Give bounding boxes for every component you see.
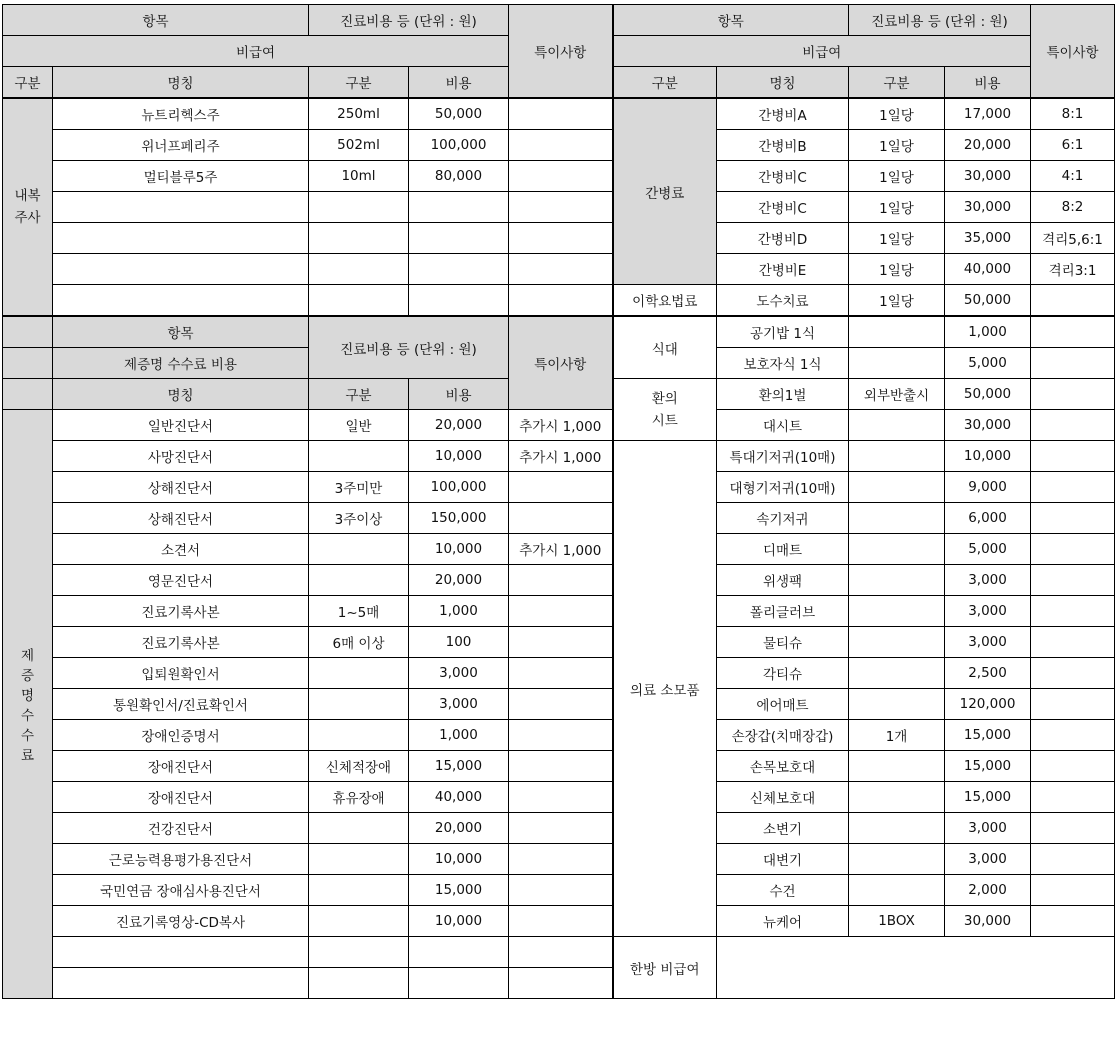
cert-price: 20,000 [409,410,509,441]
cert-price: 10,000 [409,844,509,875]
cert-spec [309,565,409,596]
supply-note [1031,503,1115,534]
supply-note [1031,534,1115,565]
injection-price [409,285,509,317]
injection-name: 멀티블루5주 [53,161,309,192]
left-header-cost: 진료비용 등 (단위 : 원) [309,5,509,36]
cert-header-category: 구분 [309,379,409,410]
left-header-noncovered: 비급여 [3,36,509,67]
cert-name: 소견서 [53,534,309,565]
supply-name: 대변기 [717,844,849,875]
cert-price: 10,000 [409,441,509,472]
supply-spec [849,627,945,658]
cert-note: 추가시 1,000 [509,441,613,472]
fee-schedule-sheet [2,4,1115,999]
physio-group-label: 이학요법료 [613,285,717,317]
supply-name: 속기저귀 [717,503,849,534]
physio-note [1031,285,1115,317]
supply-price: 3,000 [945,596,1031,627]
herbal-empty-area [717,937,1115,999]
supply-name: 각티슈 [717,658,849,689]
left-header-category: 구분 [3,67,53,99]
supply-spec [849,534,945,565]
cert-name: 사망진단서 [53,441,309,472]
supply-name: 수건 [717,875,849,906]
left-header-category-2: 구분 [309,67,409,99]
cert-name: 장애진단서 [53,782,309,813]
cert-price: 15,000 [409,875,509,906]
cert-name: 국민연금 장애심사용진단서 [53,875,309,906]
supply-name: 대형기저귀(10매) [717,472,849,503]
cert-name: 진료기록사본 [53,596,309,627]
supply-note [1031,751,1115,782]
injection-price [409,223,509,254]
nursing-spec: 1일당 [849,161,945,192]
supply-name: 특대기저귀(10매) [717,441,849,472]
supplies-group-label: 의료 소모품 [613,441,717,937]
nursing-price: 40,000 [945,254,1031,285]
injection-note [509,192,613,223]
nursing-note: 6:1 [1031,130,1115,161]
nursing-price: 20,000 [945,130,1031,161]
cert-name [53,968,309,999]
cert-price: 10,000 [409,906,509,937]
cert-header-name: 명칭 [53,379,309,410]
cert-name [53,937,309,968]
cert-note [509,689,613,720]
supply-note [1031,720,1115,751]
cert-price: 20,000 [409,813,509,844]
supply-price: 120,000 [945,689,1031,720]
cert-note [509,627,613,658]
injection-name [53,285,309,317]
cert-spec [309,720,409,751]
cert-note [509,906,613,937]
supply-name: 에어매트 [717,689,849,720]
right-header-noncovered: 비급여 [613,36,1031,67]
supply-price: 15,000 [945,751,1031,782]
supply-note [1031,441,1115,472]
cert-name: 장애인증명서 [53,720,309,751]
supply-name: 신체보호대 [717,782,849,813]
cert-note [509,503,613,534]
supply-spec [849,658,945,689]
meal-group-label: 식대 [613,316,717,379]
cert-group-char: 명 [20,688,35,704]
injection-price: 100,000 [409,130,509,161]
supply-price: 9,000 [945,472,1031,503]
injection-name [53,192,309,223]
right-header-name: 명칭 [717,67,849,99]
injection-spec: 250ml [309,98,409,130]
supply-price: 2,000 [945,875,1031,906]
cert-price: 1,000 [409,596,509,627]
cert-header-blank [3,348,53,379]
gown-price: 50,000 [945,379,1031,410]
fee-schedule-table [2,4,1115,999]
supply-spec [849,441,945,472]
meal-price: 5,000 [945,348,1031,379]
supply-spec [849,782,945,813]
cert-note [509,472,613,503]
cert-note: 추가시 1,000 [509,410,613,441]
cert-spec [309,441,409,472]
cert-spec [309,875,409,906]
cert-spec [309,968,409,999]
cert-note: 추가시 1,000 [509,534,613,565]
injection-name: 뉴트리헥스주 [53,98,309,130]
right-header-special: 특이사항 [1031,5,1115,99]
cert-group-char: 료 [20,748,35,764]
gown-spec: 외부반출시 [849,379,945,410]
cert-name: 장애진단서 [53,751,309,782]
injection-note [509,285,613,317]
cert-header-special: 특이사항 [509,316,613,410]
cert-spec: 6매 이상 [309,627,409,658]
supply-note [1031,813,1115,844]
cert-spec [309,937,409,968]
cert-header-fee: 제증명 수수료 비용 [53,348,309,379]
nursing-price: 17,000 [945,98,1031,130]
meal-spec [849,316,945,348]
injection-price [409,254,509,285]
supply-spec [849,813,945,844]
supply-price: 3,000 [945,627,1031,658]
supply-price: 2,500 [945,658,1031,689]
physio-name: 도수치료 [717,285,849,317]
cert-group-char: 제 [20,648,35,664]
cert-price: 1,000 [409,720,509,751]
right-header-cost: 진료비용 등 (단위 : 원) [849,5,1031,36]
cert-spec [309,906,409,937]
cert-group-text [5,644,50,764]
herbal-group-label: 한방 비급여 [613,937,717,999]
supply-spec: 1BOX [849,906,945,937]
supply-spec [849,565,945,596]
nursing-name: 간병비E [717,254,849,285]
cert-spec [309,658,409,689]
cert-price: 10,000 [409,534,509,565]
supply-spec [849,503,945,534]
supply-spec [849,751,945,782]
injection-price: 50,000 [409,98,509,130]
supply-note [1031,472,1115,503]
cert-name: 입퇴원확인서 [53,658,309,689]
supply-spec [849,689,945,720]
cert-header-price: 비용 [409,379,509,410]
cert-note [509,596,613,627]
cert-header-blank [3,316,53,348]
supply-note [1031,658,1115,689]
supply-price: 3,000 [945,844,1031,875]
gown-name: 대시트 [717,410,849,441]
meal-name: 공기밥 1식 [717,316,849,348]
cert-name: 영문진단서 [53,565,309,596]
cert-group-label [3,410,53,999]
nursing-spec: 1일당 [849,254,945,285]
injection-name [53,223,309,254]
cert-header-item: 항목 [53,316,309,348]
cert-name: 일반진단서 [53,410,309,441]
supply-spec [849,875,945,906]
supply-price: 6,000 [945,503,1031,534]
gown-group-label: 환의 시트 [613,379,717,441]
cert-name: 진료기록영상-CD복사 [53,906,309,937]
cert-price: 100 [409,627,509,658]
injection-note [509,98,613,130]
cert-price: 40,000 [409,782,509,813]
right-header-category-2: 구분 [849,67,945,99]
cert-group-char: 수 [20,728,35,744]
cert-price [409,968,509,999]
supply-name: 폴리글러브 [717,596,849,627]
nursing-group-label: 간병료 [613,98,717,285]
nursing-spec: 1일당 [849,130,945,161]
supply-note [1031,782,1115,813]
injection-note [509,223,613,254]
supply-note [1031,844,1115,875]
right-header-category: 구분 [613,67,717,99]
injection-note [509,254,613,285]
nursing-price: 30,000 [945,161,1031,192]
cert-spec: 신체적장애 [309,751,409,782]
supply-name: 위생팩 [717,565,849,596]
cert-price: 20,000 [409,565,509,596]
left-header-price: 비용 [409,67,509,99]
supply-spec [849,844,945,875]
right-header-price: 비용 [945,67,1031,99]
nursing-note: 격리3:1 [1031,254,1115,285]
supply-name: 손장갑(치매장갑) [717,720,849,751]
injection-price [409,192,509,223]
cert-note [509,813,613,844]
nursing-spec: 1일당 [849,223,945,254]
meal-note [1031,348,1115,379]
supply-note [1031,627,1115,658]
cert-spec: 일반 [309,410,409,441]
left-header-name: 명칭 [53,67,309,99]
meal-name: 보호자식 1식 [717,348,849,379]
supply-note [1031,596,1115,627]
gown-name: 환의1벌 [717,379,849,410]
cert-spec: 1~5매 [309,596,409,627]
cert-group-char: 수 [20,708,35,724]
cert-note [509,844,613,875]
nursing-note: 격리5,6:1 [1031,223,1115,254]
cert-name: 진료기록사본 [53,627,309,658]
right-header-item: 항목 [613,5,849,36]
nursing-price: 35,000 [945,223,1031,254]
nursing-name: 간병비A [717,98,849,130]
gown-price: 30,000 [945,410,1031,441]
gown-note [1031,410,1115,441]
supply-note [1031,906,1115,937]
injection-price: 80,000 [409,161,509,192]
cert-price: 15,000 [409,751,509,782]
cert-name: 근로능력용평가용진단서 [53,844,309,875]
cert-note [509,565,613,596]
cert-note [509,751,613,782]
supply-price: 15,000 [945,782,1031,813]
cert-price: 3,000 [409,658,509,689]
cert-note [509,658,613,689]
supply-price: 15,000 [945,720,1031,751]
injection-spec [309,223,409,254]
injection-note [509,130,613,161]
cert-note [509,875,613,906]
cert-price: 150,000 [409,503,509,534]
injection-name [53,254,309,285]
injection-spec: 10ml [309,161,409,192]
cert-spec: 3주이상 [309,503,409,534]
cert-header-cost: 진료비용 등 (단위 : 원) [309,316,509,379]
nursing-spec: 1일당 [849,98,945,130]
supply-price: 10,000 [945,441,1031,472]
cert-name: 건강진단서 [53,813,309,844]
injection-group-label: 내복 주사 [3,98,53,316]
supply-price: 3,000 [945,813,1031,844]
cert-spec: 3주미만 [309,472,409,503]
supply-name: 손목보호대 [717,751,849,782]
supply-price: 30,000 [945,906,1031,937]
cert-header-blank [3,379,53,410]
nursing-name: 간병비C [717,161,849,192]
cert-price [409,937,509,968]
nursing-name: 간병비C [717,192,849,223]
left-header-item: 항목 [3,5,309,36]
cert-note [509,968,613,999]
cert-spec [309,689,409,720]
meal-spec [849,348,945,379]
supply-price: 3,000 [945,565,1031,596]
cert-note [509,782,613,813]
meal-price: 1,000 [945,316,1031,348]
injection-note [509,161,613,192]
injection-spec: 502ml [309,130,409,161]
cert-name: 상해진단서 [53,472,309,503]
nursing-price: 30,000 [945,192,1031,223]
cert-spec: 휴유장애 [309,782,409,813]
supply-name: 뉴케어 [717,906,849,937]
supply-spec [849,472,945,503]
cert-spec [309,534,409,565]
injection-name: 위너프페리주 [53,130,309,161]
supply-spec: 1개 [849,720,945,751]
supply-name: 디매트 [717,534,849,565]
cert-name: 상해진단서 [53,503,309,534]
cert-spec [309,813,409,844]
nursing-spec: 1일당 [849,192,945,223]
cert-note [509,720,613,751]
supply-name: 소변기 [717,813,849,844]
supply-note [1031,875,1115,906]
cert-spec [309,844,409,875]
injection-spec [309,192,409,223]
injection-spec [309,285,409,317]
nursing-note: 8:2 [1031,192,1115,223]
cert-price: 100,000 [409,472,509,503]
supply-price: 5,000 [945,534,1031,565]
supply-spec [849,596,945,627]
gown-note [1031,379,1115,410]
physio-spec: 1일당 [849,285,945,317]
injection-spec [309,254,409,285]
nursing-name: 간병비B [717,130,849,161]
physio-price: 50,000 [945,285,1031,317]
supply-note [1031,689,1115,720]
gown-spec [849,410,945,441]
cert-name: 통원확인서/진료확인서 [53,689,309,720]
nursing-note: 4:1 [1031,161,1115,192]
supply-note [1031,565,1115,596]
cert-price: 3,000 [409,689,509,720]
nursing-note: 8:1 [1031,98,1115,130]
meal-note [1031,316,1115,348]
supply-name: 물티슈 [717,627,849,658]
left-header-special: 특이사항 [509,5,613,99]
cert-group-char: 증 [20,668,35,684]
nursing-name: 간병비D [717,223,849,254]
cert-note [509,937,613,968]
